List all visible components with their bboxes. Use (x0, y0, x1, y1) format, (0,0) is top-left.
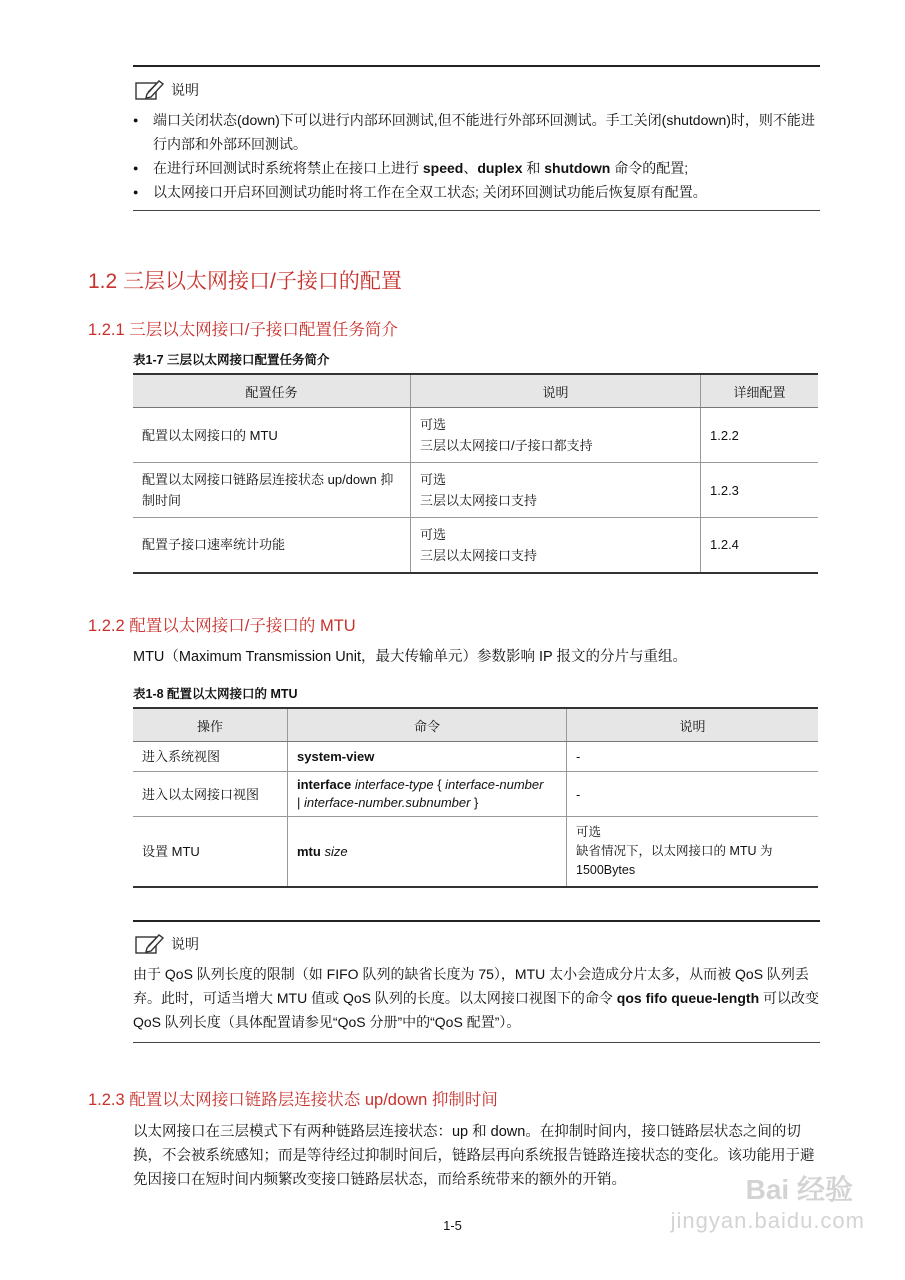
cmd-arg-size: size (324, 843, 348, 859)
note2-paragraph (133, 962, 823, 1034)
table1-cell-desc (411, 408, 701, 463)
note1-bottom-rule (133, 210, 820, 211)
shutdown-keyword: shutdown (544, 160, 611, 176)
note2-top-rule (133, 920, 820, 922)
note1-bullet-2-sep2: 和 (522, 160, 545, 176)
table1-header-row (133, 374, 818, 408)
table1-caption: 表1-7 三层以太网接口配置任务简介 (133, 353, 330, 367)
cmd-pipe: | (297, 795, 304, 810)
table1-cell-desc-line1: 可选 (420, 472, 447, 487)
table2-cell-cmd (288, 772, 567, 817)
note1-bullets (133, 108, 823, 204)
table2-cell-cmd: system-view (288, 742, 567, 772)
note1-bullet-2-text-b: 命令的配置; (610, 160, 689, 176)
table1-cell-task: 配置以太网接口链路层连接状态 up/down 抑制时间 (133, 463, 411, 518)
note1-bullet-1-text: 端口关闭状态(down)下可以进行内部环回测试,但不能进行外部环回测试。手工关闭(shutdown)时，则不能进行内部和外部环回测试。 (153, 112, 815, 152)
note1-header (135, 78, 199, 102)
table2-cell-desc-line1: 可选 (576, 824, 602, 839)
table1-header-task: 配置任务 (133, 374, 411, 408)
table1-header-desc: 说明 (411, 374, 701, 408)
table2-header-desc: 说明 (567, 708, 819, 742)
table2-caption: 表1-8 配置以太网接口的 MTU (133, 687, 298, 701)
note1-bullet-2 (133, 156, 823, 180)
table2-cell-desc-line2: 缺省情况下，以太网接口的 MTU 为 1500Bytes (576, 843, 773, 877)
table1-header-ref: 详细配置 (701, 374, 819, 408)
suppression-paragraph: 以太网接口在三层模式下有两种链路层连接状态：up 和 down。在抑制时间内，接口链路层状态之间的切换，不会被系统感知；而是等待经过抑制时间后，链路层再向系统报告链路连接状态的变化。该功能用于避免因接口在短时间内频繁改变接口链路层状态，而给系统带来的额外的开销。 (133, 1124, 815, 1188)
note-pencil-icon (135, 78, 165, 102)
note2-title: 说明 (171, 936, 199, 952)
table1-cell-desc-line2: 三层以太网接口支持 (420, 547, 538, 563)
mtu-intro-paragraph: MTU（Maximum Transmission Unit，最大传输单元）参数影响 IP 报文的分片与重组。 (133, 649, 687, 665)
table1-cell-ref-link[interactable]: 1.2.3 (701, 463, 819, 518)
table2-header-row (133, 708, 818, 742)
note1-top-rule (133, 65, 820, 67)
table1-cell-desc-line2: 三层以太网接口支持 (420, 493, 538, 508)
table-row (133, 742, 818, 772)
table2-cell-op: 设置 MTU (133, 817, 288, 887)
note1-bullet-2-sep1: 、 (463, 160, 478, 176)
note2-text-b: 可以改变 QoS 队列长度（具体配置请参见“QoS 分册”中的“QoS 配置”）。 (133, 990, 820, 1030)
table-row (133, 463, 818, 518)
table1-cell-desc-line1: 可选 (420, 417, 447, 432)
table2-cell-cmd (288, 817, 567, 887)
table1-cell-desc-line1: 可选 (420, 526, 447, 542)
note-pencil-icon (135, 932, 165, 956)
table2-cell-op: 进入系统视图 (133, 742, 288, 772)
cmd-arg-interface-number: interface-number (445, 777, 544, 792)
note1-bullet-1 (133, 108, 823, 156)
duplex-keyword: duplex (477, 160, 523, 176)
table2-header-cmd: 命令 (288, 708, 567, 742)
note2-header (135, 932, 199, 956)
note1-title: 说明 (171, 82, 199, 98)
table1-cell-desc (411, 463, 701, 518)
note1-bullet-2-text-a: 在进行环回测试时系统将禁止在接口上进行 (153, 160, 423, 176)
cmd-interface-keyword: interface (297, 777, 352, 792)
table1-cell-ref-link[interactable]: 1.2.2 (701, 408, 819, 463)
qos-fifo-command: qos fifo queue-length (616, 990, 760, 1006)
table2-cell-desc: - (567, 772, 819, 817)
table2-cell-desc (567, 817, 819, 887)
table-row (133, 772, 818, 817)
subsection-1-2-1-title: 1.2.1 三层以太网接口/子接口配置任务简介 (88, 321, 398, 339)
table-row (133, 518, 818, 573)
cmd-arg-interface-type: interface-type (354, 777, 434, 792)
table-row (133, 817, 818, 887)
watermark-logo: Bai 经验 (745, 1174, 853, 1205)
page-number: 1-5 (443, 1218, 462, 1233)
table2-header-op: 操作 (133, 708, 288, 742)
table-row (133, 408, 818, 463)
mtu-command-table (133, 707, 818, 888)
table2-cell-op: 进入以太网接口视图 (133, 772, 288, 817)
table1-cell-ref-link[interactable]: 1.2.4 (701, 518, 819, 573)
table1-cell-task: 配置以太网接口的 MTU (133, 408, 411, 463)
note2-bottom-rule (133, 1042, 820, 1043)
note1-bullet-3 (133, 180, 823, 204)
watermark-url: jingyan.baidu.com (670, 1208, 865, 1233)
section-title: 1.2 三层以太网接口/子接口的配置 (88, 270, 402, 293)
subsection-1-2-3-title: 1.2.3 配置以太网接口链路层连接状态 up/down 抑制时间 (88, 1091, 498, 1109)
table1-cell-desc (411, 518, 701, 573)
cmd-brace-open: { (433, 777, 446, 792)
cmd-mtu-keyword: mtu (297, 843, 321, 859)
table2-cell-desc: - (567, 742, 819, 772)
table1-cell-desc-line2: 三层以太网接口/子接口都支持 (420, 438, 593, 453)
cmd-arg-subnumber: interface-number.subnumber (304, 795, 471, 810)
note2-text-a: 由于 QoS 队列长度的限制（如 FIFO 队列的缺省长度为 75），MTU 太小会造成分片太多，从而被 QoS 队列丢弃。此时，可适当增大 MTU 值或 QoS 队列的长度。以太网接口视图下的命令 (133, 966, 809, 1006)
cmd-brace-close: } (470, 795, 479, 810)
speed-keyword: speed (422, 160, 464, 176)
subsection-1-2-2-title: 1.2.2 配置以太网接口/子接口的 MTU (88, 617, 356, 635)
note1-bullet-3-text: 以太网接口开启环回测试功能时将工作在全双工状态; 关闭环回测试功能后恢复原有配置。 (153, 184, 707, 200)
config-task-table (133, 373, 818, 574)
table1-cell-task: 配置子接口速率统计功能 (133, 518, 411, 573)
